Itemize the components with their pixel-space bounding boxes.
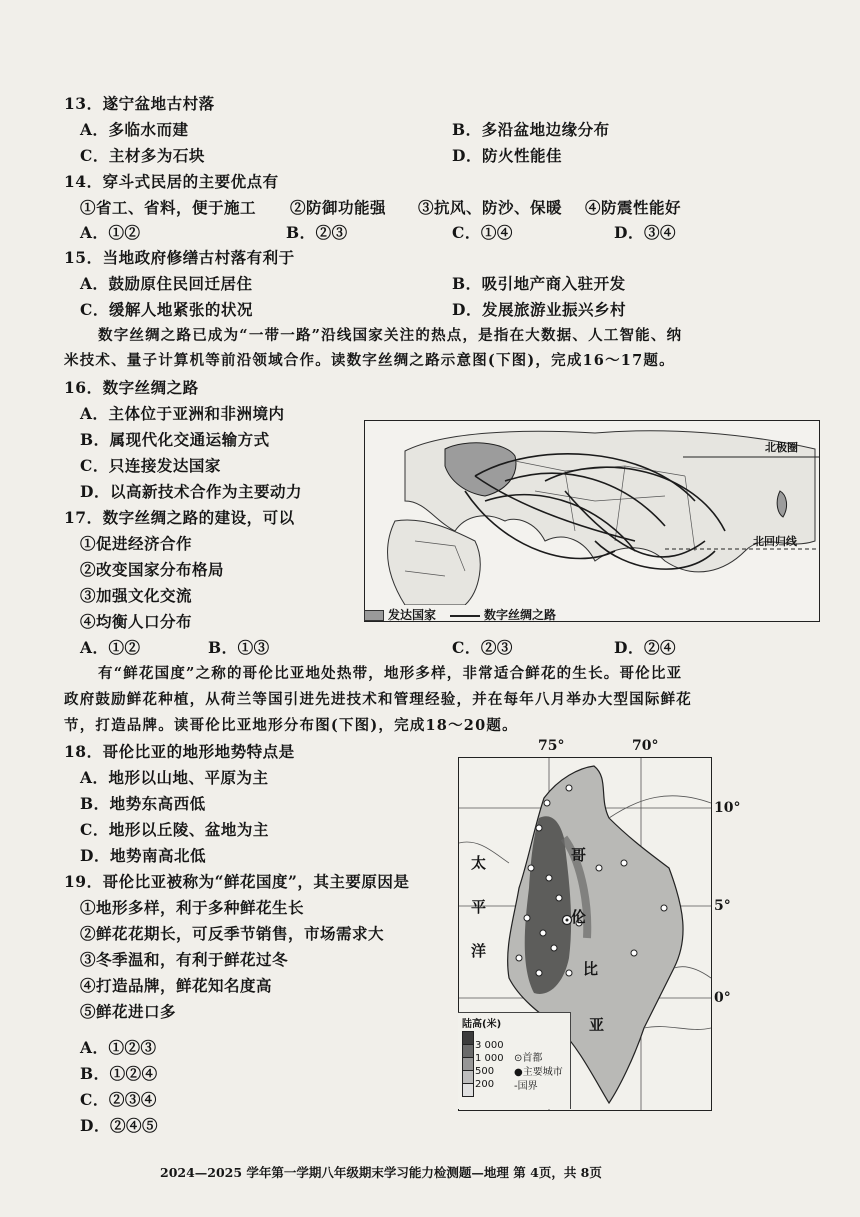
q17-item-1: ①促进经济合作 (80, 534, 193, 553)
silk-road-map-svg (365, 421, 819, 605)
q17-option-c: C．②③ (452, 638, 513, 657)
lon-label-70: 70° (632, 738, 659, 754)
q16-option-b: B．属现代化交通运输方式 (80, 430, 270, 449)
legend-capital: ⊙首都 (514, 1053, 543, 1064)
q18-option-d: D．地势南高北低 (80, 846, 206, 865)
q15-stem: 15．当地政府修缮古村落有利于 (64, 248, 295, 267)
ocean-char-1: 太 (471, 854, 487, 872)
q18-stem: 18．哥伦比亚的地形地势特点是 (64, 742, 295, 761)
elevation-legend-title: 陆高(米) (462, 1019, 502, 1030)
q14-item-2: ②防御功能强 (290, 198, 387, 217)
passage1-line2: 米技术、量子计算机等前沿领域合作。读数字丝绸之路示意图(下图)，完成16～17题。 (64, 352, 675, 369)
q19-option-c: C．②③④ (80, 1090, 157, 1109)
q19-item-5: ⑤鲜花进口多 (80, 1002, 177, 1021)
q15-option-a: A．鼓励原住民回迁居住 (80, 274, 253, 293)
q17-option-a: A．①② (80, 638, 141, 657)
q17-item-2: ②改变国家分布格局 (80, 560, 225, 579)
q15-option-b: B．吸引地产商入驻开发 (452, 274, 626, 293)
legend-border: ‑国界 (514, 1081, 538, 1092)
q16-option-a: A．主体位于亚洲和非洲境内 (80, 404, 285, 423)
q14-option-b: B．②③ (286, 223, 348, 242)
passage2-line1: 有“鲜花国度”之称的哥伦比亚地处热带，地形多样，非常适合鲜花的生长。哥伦比亚 (98, 665, 683, 682)
q18-option-c: C．地形以丘陵、盆地为主 (80, 820, 269, 839)
q18-option-b: B．地势东高西低 (80, 794, 206, 813)
q14-item-3: ③抗风、防沙、保暖 (418, 198, 563, 217)
q19-option-a: A．①②③ (80, 1038, 157, 1057)
q14-option-a: A．①② (80, 223, 141, 242)
q14-stem: 14．穿斗式民居的主要优点有 (64, 172, 279, 191)
q19-stem: 19．哥伦比亚被称为“鲜花国度”，其主要原因是 (64, 872, 410, 891)
ocean-char-2: 平 (471, 898, 487, 916)
africa-landmass (388, 520, 481, 605)
country-char-2: 伦 (571, 908, 587, 926)
q13-stem: 13．遂宁盆地古村落 (64, 94, 215, 113)
silk-road-map-legend (364, 606, 556, 623)
q18-option-a: A．地形以山地、平原为主 (80, 768, 269, 787)
lat-label-5: 5° (714, 898, 731, 914)
passage2-line2: 政府鼓励鲜花种植，从荷兰等国引进先进技术和管理经验，并在每年八月举办大型国际鲜花 (64, 691, 692, 708)
q13-option-d: D．防火性能佳 (452, 146, 562, 165)
legend-main-city: ●主要城市 (514, 1067, 563, 1078)
arctic-circle-label: 北极圈 (765, 441, 798, 454)
q19-option-b: B．①②④ (80, 1064, 158, 1083)
digital-silk-road-map (364, 420, 820, 622)
passage1-line1: 数字丝绸之路已成为“一带一路”沿线国家关注的热点，是指在大数据、人工智能、纳 (98, 327, 683, 344)
country-char-1: 哥 (571, 846, 587, 864)
q19-item-2: ②鲜花花期长，可反季节销售，市场需求大 (80, 924, 385, 943)
q16-option-c: C．只连接发达国家 (80, 456, 221, 475)
q19-item-3: ③冬季温和，有利于鲜花过冬 (80, 950, 289, 969)
q14-option-d: D．③④ (614, 223, 676, 242)
lon-label-75: 75° (538, 738, 565, 754)
country-char-3: 比 (583, 960, 599, 978)
country-char-4: 亚 (589, 1016, 605, 1034)
q17-stem: 17．数字丝绸之路的建设，可以 (64, 508, 295, 527)
q16-option-d: D．以高新技术合作为主要动力 (80, 482, 302, 501)
q13-option-b: B．多沿盆地边缘分布 (452, 120, 610, 139)
lat-label-10: 10° (714, 800, 741, 816)
q19-option-d: D．②④⑤ (80, 1116, 158, 1135)
ocean-char-3: 洋 (471, 942, 487, 960)
elevation-1000: 1 000 (475, 1053, 504, 1064)
developed-country-swatch (364, 610, 384, 621)
lat-label-0: 0° (714, 990, 731, 1006)
q17-option-d: D．②④ (614, 638, 676, 657)
q15-option-c: C．缓解人地紧张的状况 (80, 300, 253, 319)
silk-road-line-swatch (450, 615, 480, 617)
tropic-of-cancer-label: 北回归线 (753, 535, 797, 548)
elevation-500: 500 (475, 1066, 495, 1077)
q17-item-3: ③加强文化交流 (80, 586, 193, 605)
q14-option-c: C．①④ (452, 223, 513, 242)
q15-option-d: D．发展旅游业振兴乡村 (452, 300, 626, 319)
q17-item-4: ④均衡人口分布 (80, 612, 193, 631)
legend-silk-road-label: 数字丝绸之路 (484, 608, 557, 622)
q16-stem: 16．数字丝绸之路 (64, 378, 199, 397)
elevation-200: 200 (475, 1079, 495, 1090)
q19-item-1: ①地形多样，利于多种鲜花生长 (80, 898, 305, 917)
q13-option-c: C．主材多为石块 (80, 146, 205, 165)
q13-option-a: A．多临水而建 (80, 120, 189, 139)
q14-item-4: ④防震性能好 (585, 198, 682, 217)
q14-item-1: ①省工、省料，便于施工 (80, 198, 257, 217)
elevation-3000: 3 000 (475, 1040, 504, 1051)
q17-option-b: B．①③ (208, 638, 270, 657)
legend-developed-label: 发达国家 (388, 608, 437, 622)
passage2-line3: 节，打造品牌。读哥伦比亚地形分布图(下图)，完成18～20题。 (64, 717, 518, 734)
elevation-legend (458, 1012, 571, 1109)
q19-item-4: ④打造品牌，鲜花知名度高 (80, 976, 273, 995)
page-footer: 2024—2025 学年第一学期八年级期末学习能力检测题—地理 第 4页，共 8页 (160, 1165, 602, 1180)
